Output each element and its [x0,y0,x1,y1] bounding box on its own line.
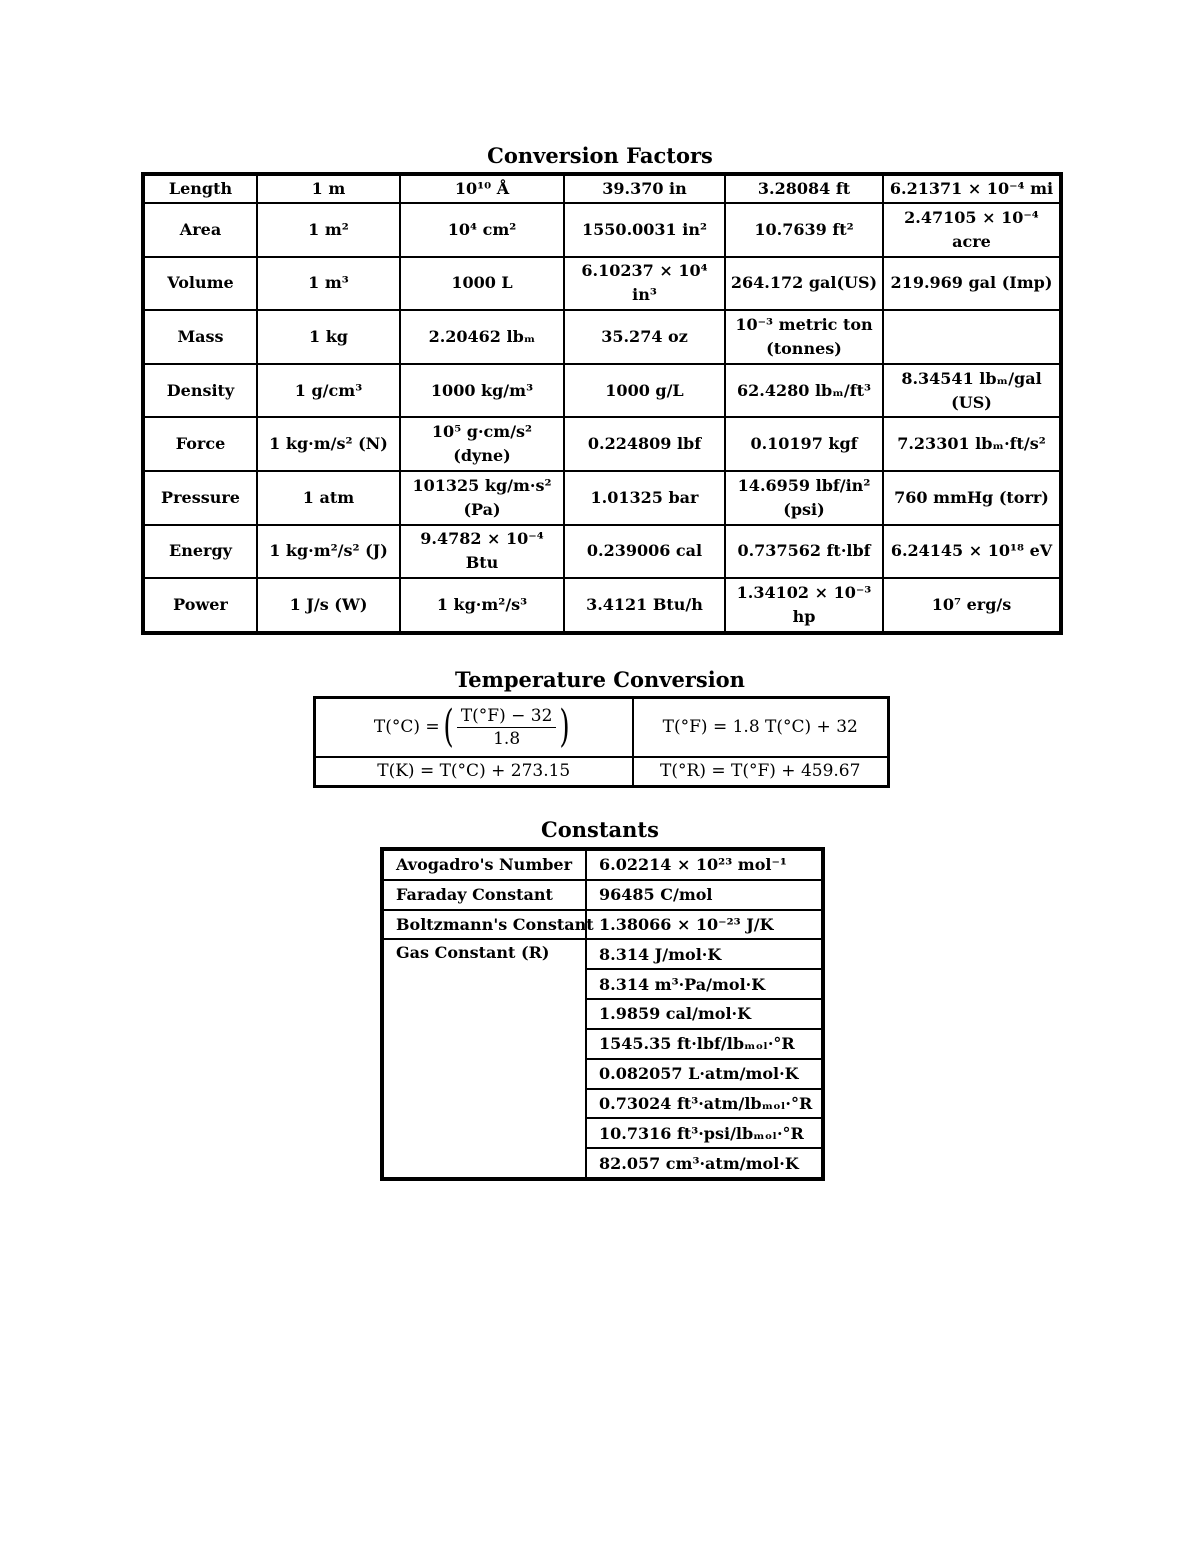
conversion-value: 1.01325 bar [564,471,725,525]
celsius-fraction [373,701,574,753]
quantity-label: Density [143,364,257,418]
quantity-label: Energy [143,525,257,579]
quantity-label: Power [143,578,257,633]
conversion-value: 39.370 in [564,174,725,203]
conversion-row-force [143,417,1061,471]
gas-constant-label: Gas Constant (R) [382,939,586,1179]
constant-name: Boltzmann's Constant [382,910,586,940]
conversion-value: 1550.0031 in² [564,203,725,257]
conversion-value: 1000 g/L [564,364,725,418]
gas-constant-value: 8.314 J/mol·K [586,939,823,969]
conversion-value: 8.34541 lbₘ/gal (US) [883,364,1061,418]
conversion-value: 219.969 gal (Imp) [883,257,1061,311]
quantity-label: Mass [143,310,257,364]
quantity-label: Area [143,203,257,257]
conversion-row-length [143,174,1061,203]
conversion-row-energy [143,525,1061,579]
conversion-value: 1 kg·m/s² (N) [257,417,400,471]
constant-value: 1.38066 × 10⁻²³ J/K [586,910,823,940]
constant-row [382,910,823,940]
celsius-numerator: T(°F) − 32 [457,705,557,728]
conversion-row-power [143,578,1061,633]
conversion-value: 1000 L [400,257,564,311]
conversion-row-area [143,203,1061,257]
conversion-value: 0.737562 ft·lbf [725,525,883,579]
conversion-value: 1.34102 × 10⁻³ hp [725,578,883,633]
gas-constant-value: 0.082057 L·atm/mol·K [586,1059,823,1089]
quantity-label: Pressure [143,471,257,525]
conversion-value: 264.172 gal(US) [725,257,883,311]
conversion-value: 14.6959 lbf/in² (psi) [725,471,883,525]
conversion-value: 760 mmHg (torr) [883,471,1061,525]
constants-title: Constants [541,817,659,842]
gas-constant-value: 82.057 cm³·atm/mol·K [586,1148,823,1179]
conversion-value: 0.239006 cal [564,525,725,579]
constants-table [380,847,825,1181]
conversion-row-mass [143,310,1061,364]
conversion-value: 10⁴ cm² [400,203,564,257]
conversion-value: 10⁷ erg/s [883,578,1061,633]
conversion-row-pressure [143,471,1061,525]
constant-row [382,880,823,910]
conversion-factors-title: Conversion Factors [487,143,713,168]
conversion-value: 1 atm [257,471,400,525]
conversion-value: 1 kg·m²/s² (J) [257,525,400,579]
gas-constant-value: 8.314 m³·Pa/mol·K [586,969,823,999]
conversion-value: 2.20462 lbₘ [400,310,564,364]
celsius-lhs: T(°C) = [373,717,440,738]
quantity-label: Length [143,174,257,203]
conversion-value: 0.224809 lbf [564,417,725,471]
fahrenheit-formula: T(°F) = 1.8 T(°C) + 32 [633,698,889,757]
conversion-value: 35.274 oz [564,310,725,364]
kelvin-formula: T(K) = T(°C) + 273.15 [315,757,633,787]
conversion-value: 2.47105 × 10⁻⁴ acre [883,203,1061,257]
gas-constant-row [382,939,823,969]
conversion-value: 10.7639 ft² [725,203,883,257]
conversion-value: 0.10197 kgf [725,417,883,471]
conversion-value: 62.4280 lbₘ/ft³ [725,364,883,418]
gas-constant-value: 1.9859 cal/mol·K [586,999,823,1029]
conversion-value: 101325 kg/m·s² (Pa) [400,471,564,525]
temp-row [315,757,889,787]
conversion-value [883,310,1061,364]
gas-constant-value: 1545.35 ft·lbf/lbₘₒₗ·°R [586,1029,823,1059]
conversion-value: 9.4782 × 10⁻⁴ Btu [400,525,564,579]
quantity-label: Force [143,417,257,471]
right-paren: ) [559,701,571,753]
constant-row [382,849,823,880]
conversion-value: 1 J/s (W) [257,578,400,633]
conversion-value: 1000 kg/m³ [400,364,564,418]
conversion-value: 7.23301 lbₘ·ft/s² [883,417,1061,471]
conversion-value: 6.21371 × 10⁻⁴ mi [883,174,1061,203]
constant-name: Faraday Constant [382,880,586,910]
gas-constant-value: 0.73024 ft³·atm/lbₘₒₗ·°R [586,1089,823,1119]
conversion-value: 10¹⁰ Å [400,174,564,203]
conversion-value: 1 m [257,174,400,203]
conversion-row-density [143,364,1061,418]
conversion-value: 1 kg [257,310,400,364]
conversion-value: 1 m³ [257,257,400,311]
temperature-conversion-table [313,696,890,788]
conversion-value: 3.4121 Btu/h [564,578,725,633]
temp-row [315,698,889,757]
fraction-body [457,705,557,750]
rankine-formula: T(°R) = T(°F) + 459.67 [633,757,889,787]
conversion-value: 6.24145 × 10¹⁸ eV [883,525,1061,579]
celsius-formula [315,698,633,757]
conversion-factors-table [141,172,1063,635]
conversion-value: 6.10237 × 10⁴ in³ [564,257,725,311]
conversion-value: 1 m² [257,203,400,257]
gas-constant-value: 10.7316 ft³·psi/lbₘₒₗ·°R [586,1118,823,1148]
constant-value: 6.02214 × 10²³ mol⁻¹ [586,849,823,880]
temperature-conversion-title: Temperature Conversion [455,667,745,692]
celsius-denominator: 1.8 [493,728,521,749]
constant-value: 96485 C/mol [586,880,823,910]
constant-name: Avogadro's Number [382,849,586,880]
quantity-label: Volume [143,257,257,311]
conversion-value: 10⁵ g·cm/s² (dyne) [400,417,564,471]
conversion-value: 3.28084 ft [725,174,883,203]
left-paren: ( [443,701,454,753]
conversion-value: 10⁻³ metric ton (tonnes) [725,310,883,364]
conversion-value: 1 g/cm³ [257,364,400,418]
conversion-row-volume [143,257,1061,311]
conversion-value: 1 kg·m²/s³ [400,578,564,633]
